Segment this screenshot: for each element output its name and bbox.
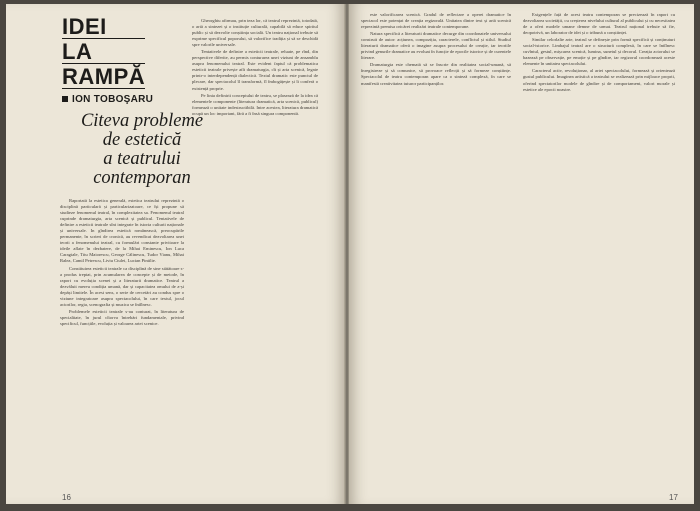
article-title-line4: contemporan bbox=[93, 168, 191, 188]
right-page-column-b bbox=[523, 12, 675, 490]
paragraph: Dramaturgia este chemată să se înscrie din realitatea social-umană, să înregistreze și să comunice, să provoace reflecții și să formeze conștiințe. Spectacolul de teatru contemporan apare ca o sinteză complexă, în care se manifestă creativitatea tuturor participanților. bbox=[361, 62, 511, 86]
section-header-line2: LA bbox=[62, 41, 145, 64]
left-page-column-a bbox=[60, 198, 184, 490]
paragraph: Constituirea esteticii teatrale ca disciplină de sine stătătoare s-a produs treptat, prin acumularea de concepte și de metode, în raport cu evoluția scenei și a literaturii dramatice. Teatrul a dezvăluit mereu condiția umană, dar și capacitatea omului de a-și depăși limitele. În acest sens, o serie de cercetări au condus spre o viziune integratoare asupra spectacolului, în care textul, jocul actorilor, regia, scenografia și muzica se întîlnesc. bbox=[60, 265, 184, 307]
section-header bbox=[62, 16, 145, 91]
left-page bbox=[6, 4, 345, 504]
paragraph: Tentativele de definire a esteticii teatrale, reluate, pe rînd, din perspective diferite, au permis conturarea unei viziuni de ansamblu asupra fenomenului teatral. Este evident faptul că problematica esteticii teatrale privește atît dramaturgia, cît și arta scenică, legate printr-o interdependență dialectică. Textul dramatic este punctul de plecare, dar spectacolul îl transformă, îl îmbogățește și îi conferă o existență proprie. bbox=[192, 49, 318, 91]
article-title-line2: de estetică bbox=[102, 130, 182, 150]
article-title-line1: Citeva probleme bbox=[80, 111, 204, 131]
paragraph: Problemele esteticii teatrale s-au conturat, în literatura de specialitate, în jurul cîtorva întrebări fundamentale, privind specificul, funcțiile, evoluția și valoarea artei scenice. bbox=[60, 308, 184, 326]
page-number-right: 17 bbox=[669, 493, 678, 502]
article-title-line3: a teatrului bbox=[103, 149, 181, 169]
article-title bbox=[72, 112, 212, 188]
right-page bbox=[349, 4, 694, 504]
page-number-left: 16 bbox=[62, 493, 71, 502]
section-header-line1: IDEI bbox=[62, 16, 145, 39]
paragraph: Gheorghiu afirmau, prin teza lor, că teatrul reprezintă, totodată, o artă a sintezei și o instituție culturală, capabilă să educe spiritul public și să dezvolte conștiința socială. Un teatru național trebuie să exprime specificul poporului, să valorifice tradiția și să se deschidă spre valorile universale. bbox=[192, 18, 318, 48]
paragraph: Pe linia definirii conceptului de teatru, se plasează de la idea că elementele componente (literatura dramatică, arta scenică, publicul) formează o unitate indestructibilă. Intre acestea, literatura dramatică ocupă un loc important, fără a fi însă singura componentă. bbox=[192, 92, 318, 116]
section-header-line3: RAMPĂ bbox=[62, 64, 146, 89]
paragraph: Raportată la estetica generală, estetica teatrului reprezintă o disciplină particulară și particularizatoare, ce își propune să studieze fenomenul teatral, în complexitatea sa. Fenomenul teatral cuprinde dramaturgia, arta scenică și publicul. Tentativele de definire a esteticii teatrale sînt integrate în istoria culturii naționale și universale. In gîndirea estetică românească, preocupările permanente, în scrieri de cronică, au revendicat dezvoltarea unei teorii a fenomenului teatral, cu formulări constante privitoare la ideile aflate în dezbatere, de la Mihai Eminescu, Ion Luca Caragiale, Titu Maiorescu, George Călinescu, Tudor Vianu, Mihai Ralea, Camil Petrescu, Liviu Ciulei, Lucian Pintilie. bbox=[60, 198, 184, 264]
paragraph: Similar celorlalte arte, teatrul se definește prin formă specifică și conținuturi social-istorice. Limbajul teatral are o structură complexă, în care se întîlnesc cuvîntul, gestul, mișcarea scenică, lumina, sunetul și decorul. Creația actorului se bazează pe observație, pe emoție și pe gîndire, iar regizorul coordonează aceste elemente în unitatea spectacolului. bbox=[523, 37, 675, 67]
paragraph: este valorificarea scenică. Gradul de reflectare a operei dramatice în spectacol este potențat de creația regizorală. Unitatea dintre text și artă scenică reprezintă premisa oricărei realizări teatrale contemporane. bbox=[361, 12, 511, 30]
paragraph: Exigențele față de acest teatru contemporan se precizează în raport cu dezvoltarea societății, cu creșterea nivelului cultural al publicului și cu necesitatea de a oferi modele umane demne de urmat. Teatrul național trebuie să fie, deopotrivă, un laborator de idei și o tribună a conștiinței. bbox=[523, 12, 675, 36]
paragraph: Caracterul activ, revoluționar, al artei spectacolului, formează și orientează gustul publicului. Imaginea artistică a teatrului se realizează prin mijloace proprii, oferind spectatorilor modele de gîndire și de comportament, valori morale și estetice ale epocii noastre. bbox=[523, 68, 675, 92]
paragraph: Natura specifică a literaturii dramatice decurge din coordonatele universului construit de autor: acțiunea, compoziția, caracterele, conflictul și stilul. Studiul literaturii dramatice oferă o imagine asupra procesului de creație, iar teoriile privind genurile dramatice au evoluat în funcție de epocile istorice și de curentele literare. bbox=[361, 31, 511, 61]
right-page-column-a bbox=[361, 12, 511, 490]
left-page-column-b bbox=[192, 18, 318, 490]
author-name: ION TOBOŞARU bbox=[62, 94, 153, 105]
